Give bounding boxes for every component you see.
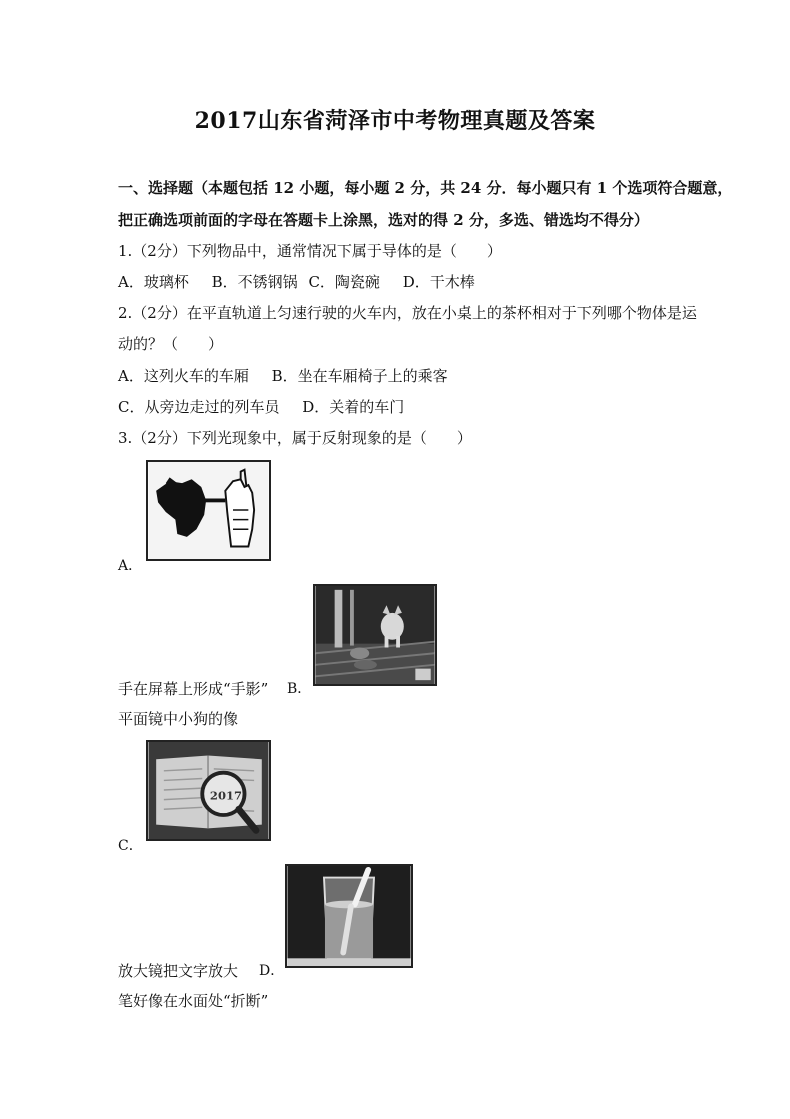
- q3-option-c-label: C．: [118, 838, 143, 854]
- q3-option-d-image[interactable]: [285, 864, 413, 968]
- q3-option-b-image[interactable]: [313, 584, 437, 686]
- q3-option-d-text: 笔好像在水面处“折断”: [118, 992, 269, 1010]
- q1-option-d[interactable]: D．干木棒: [402, 273, 475, 291]
- q3-option-c-text: 放大镜把文字放大: [118, 962, 239, 980]
- q3-option-a-text: 手在屏幕上形成“手影”: [118, 680, 269, 698]
- q2-option-c[interactable]: C．从旁边走过的列车员: [118, 398, 280, 416]
- magnifier-book-photo: [148, 742, 269, 839]
- q3-option-c-image[interactable]: [146, 740, 271, 841]
- section-heading-line1: 一、选择题（本题包括 12 小题，每小题 2 分，共 24 分．每小题只有 1 个选项符合题意，: [118, 179, 733, 197]
- q2-stem-line2: 动的？（ ）: [118, 335, 224, 353]
- magnifier-text: 2017: [209, 788, 243, 803]
- pen-in-water-photo: [287, 866, 411, 966]
- q2-option-d[interactable]: D．关着的车门: [302, 398, 405, 416]
- q3-option-b-text: 平面镜中小狗的像: [118, 710, 239, 728]
- q3-stem: 3.（2分）下列光现象中，属于反射现象的是（ ）: [118, 429, 472, 447]
- q2-options-row1: [118, 365, 448, 386]
- q2-stem-line1: 2.（2分）在平直轨道上匀速行驶的火车内，放在小桌上的茶杯相对于下列哪个物体是运: [118, 304, 697, 322]
- q2-options-row2: [118, 396, 404, 417]
- hand-shadow-illustration: [148, 462, 269, 559]
- q1-stem: 1.（2分）下列物品中，通常情况下属于导体的是（ ）: [118, 242, 502, 260]
- q1-options: [118, 271, 475, 292]
- page-title: 2017山东省菏泽市中考物理真题及答案: [194, 108, 596, 134]
- section-heading-line2: 把正确选项前面的字母在答题卡上涂黑，选对的得 2 分，多选、错选均不得分）: [118, 211, 649, 229]
- q2-option-a[interactable]: A．这列火车的车厢: [118, 367, 249, 385]
- q3-option-a-image[interactable]: [146, 460, 271, 561]
- q3-option-d-label: D．: [259, 963, 285, 979]
- q2-option-b[interactable]: B．坐在车厢椅子上的乘客: [271, 367, 448, 385]
- q3-option-b-label: B．: [287, 681, 312, 697]
- q1-option-c[interactable]: C．陶瓷碗: [308, 273, 380, 291]
- q1-option-b[interactable]: B．不锈钢锅: [211, 273, 298, 291]
- q1-option-a[interactable]: A．玻璃杯: [118, 273, 189, 291]
- q3-option-a-label: A．: [118, 558, 143, 574]
- mirror-dog-photo: [315, 586, 435, 684]
